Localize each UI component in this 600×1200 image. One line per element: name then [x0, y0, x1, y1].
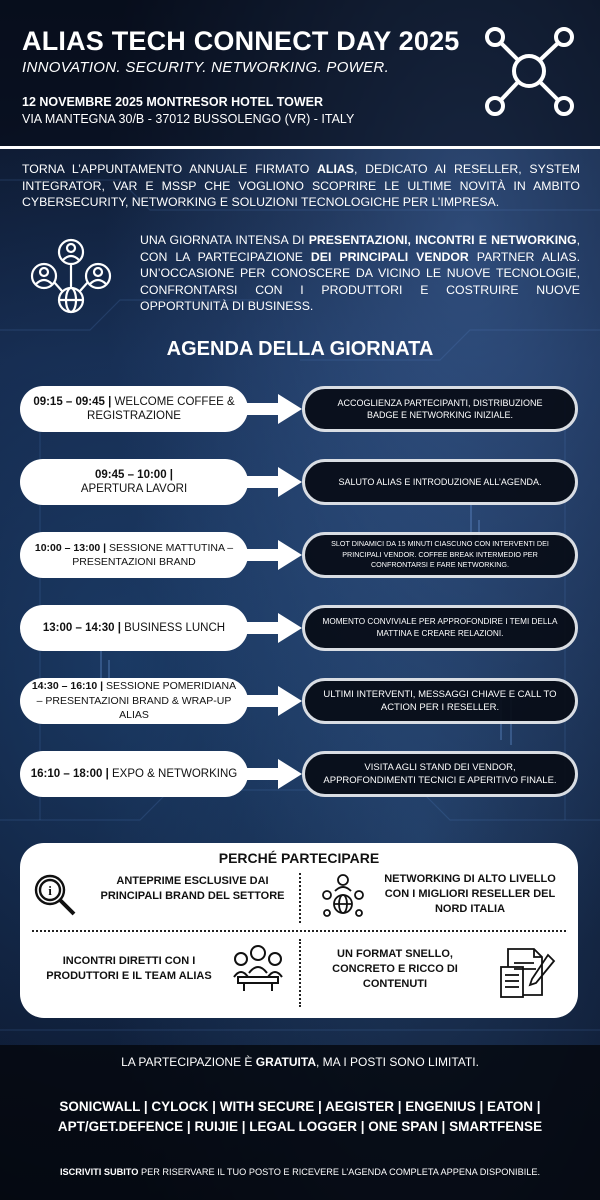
free-text-a: LA PARTECIPAZIONE È: [121, 1055, 256, 1069]
agenda-time-pill: 09:45 – 10:00 | APERTURA LAVORI: [20, 459, 248, 505]
agenda-time-pill: 14:30 – 16:10 | SESSIONE POMERIDIANA – PRESENTAZIONI BRAND & WRAP-UP ALIAS: [20, 678, 248, 724]
documents-icon: [498, 947, 558, 999]
agenda-description: VISITA AGLI STAND DEI VENDOR, APPROFONDIMENTI TECNICI E APERITIVO FINALE.: [302, 751, 578, 797]
vendor-list: [0, 1097, 600, 1137]
agenda-item: [0, 459, 600, 509]
free-participation-note: [0, 1055, 600, 1069]
intro-text-rest: , DEDICATO AI RESELLER, SYSTEM INTEGRATOR, VAR E MSSP CHE VOGLIONO SCOPRIRE LE ULTIME NOVITÀ IN AMBITO CYBERSECURITY, NETWORKING E SOLUZIONI TECNOLOGICHE PER L’IMPRESA.: [22, 162, 580, 209]
agenda-title: AGENDA DELLA GIORNATA: [166, 338, 434, 360]
why-item-meetings: INCONTRI DIRETTI CON I PRODUTTORI E IL TEAM ALIAS: [46, 955, 212, 982]
intro2-text-c: , CON LA PARTECIPAZIONE: [140, 233, 580, 264]
header-divider: [0, 146, 600, 149]
agenda-label: WELCOME COFFEE & REGISTRAZIONE: [87, 395, 235, 422]
agenda-time-pill: 13:00 – 14:30 | BUSINESS LUNCH: [20, 605, 248, 651]
arrow-right-icon: [246, 759, 302, 789]
intro2-text-a: UNA GIORNATA INTENSA DI: [140, 233, 309, 247]
arrow-right-icon: [246, 540, 302, 570]
call-to-action: [0, 1167, 600, 1177]
why-item-previews: ANTEPRIME ESCLUSIVE DAI PRINCIPALI BRAND DEL SETTORE: [100, 875, 285, 902]
agenda-time: 09:15 – 09:45: [33, 395, 109, 408]
agenda-item: [0, 751, 600, 801]
agenda-label: SESSIONE MATTUTINA – PRESENTAZIONI BRAND: [72, 541, 234, 568]
people-network-icon: [30, 238, 112, 316]
network-nodes-icon: [482, 24, 577, 119]
agenda-item: [0, 605, 600, 655]
vendor-line: SONICWALL | CYLOCK | WITH SECURE | AEGISTER | ENGENIUS | EATON |: [59, 1099, 541, 1114]
event-title: ALIAS TECH CONNECT DAY 2025: [22, 26, 460, 56]
agenda-time: 14:30 – 16:10: [31, 680, 101, 693]
meeting-icon: [230, 943, 286, 993]
agenda-description: SLOT DINAMICI DA 15 MINUTI CIASCUNO CON INTERVENTI DEI PRINCIPALI VENDOR. COFFEE BREAK INTERMEDIO PER CONFRONTARSI E FARE NETWORKING.: [302, 532, 578, 578]
agenda-item: [0, 678, 600, 728]
agenda-label: SESSIONE POMERIDIANA – PRESENTAZIONI BRAND & WRAP-UP ALIAS: [36, 680, 237, 722]
vertical-divider: [299, 873, 301, 923]
intro-text: TORNA L’APPUNTAMENTO ANNUALE FIRMATO: [22, 162, 318, 176]
event-date-venue: 12 NOVEMBRE 2025 MONTRESOR HOTEL TOWER: [22, 95, 323, 109]
agenda-description: SALUTO ALIAS E INTRODUZIONE ALL’AGENDA.: [302, 459, 578, 505]
vendor-line: APT/GET.DEFENCE | RUIJIE | LEGAL LOGGER | ONE SPAN | SMARTFENSE: [57, 1119, 543, 1134]
intro-brand: ALIAS: [317, 162, 354, 176]
event-tagline: INNOVATION. SECURITY. NETWORKING. POWER.: [22, 59, 390, 76]
agenda-description: ULTIMI INTERVENTI, MESSAGGI CHIAVE E CALL TO ACTION PER I RESELLER.: [302, 678, 578, 724]
horizontal-divider: [32, 930, 566, 932]
free-highlight: GRATUITA: [255, 1055, 316, 1069]
why-title: PERCHÉ PARTECIPARE: [218, 850, 380, 866]
agenda-time: 10:00 – 13:00: [34, 541, 104, 554]
intro2-highlight-a: PRESENTAZIONI, INCONTRI E NETWORKING: [308, 233, 577, 247]
group-globe-icon: [320, 871, 366, 919]
agenda-time-pill: 09:15 – 09:45 | WELCOME COFFEE & REGISTRAZIONE: [20, 386, 248, 432]
arrow-right-icon: [246, 686, 302, 716]
why-item-networking: NETWORKING DI ALTO LIVELLO CON I MIGLIORI RESELLER DEL NORD ITALIA: [384, 873, 556, 915]
arrow-right-icon: [246, 467, 302, 497]
intro-paragraph-2: [140, 232, 580, 315]
agenda-time: 16:10 – 18:00: [30, 767, 106, 780]
search-info-icon: [32, 873, 78, 917]
agenda-item: [0, 532, 600, 582]
intro2-highlight-b: DEI PRINCIPALI VENDOR: [310, 249, 469, 264]
intro-paragraph: [22, 161, 580, 211]
agenda-description: ACCOGLIENZA PARTECIPANTI, DISTRIBUZIONE BADGE E NETWORKING INIZIALE.: [302, 386, 578, 432]
agenda-label: APERTURA LAVORI: [80, 483, 188, 495]
agenda-label: EXPO & NETWORKING: [108, 767, 238, 780]
event-address: VIA MANTEGNA 30/B - 37012 BUSSOLENGO (VR) - ITALY: [22, 112, 355, 126]
svg-text:i: i: [48, 883, 52, 898]
why-participate-card: [20, 843, 578, 1018]
free-text-c: , MA I POSTI SONO LIMITATI.: [316, 1055, 479, 1069]
cta-highlight: ISCRIVITI SUBITO: [59, 1167, 139, 1177]
agenda-time-pill: 10:00 – 13:00 | SESSIONE MATTUTINA – PRESENTAZIONI BRAND: [20, 532, 248, 578]
agenda-label: BUSINESS LUNCH: [120, 621, 226, 634]
intro2-text-e: PARTNER ALIAS. UN’OCCASIONE PER CONOSCERE DA VICINO LE NUOVE TECNOLOGIE, CONFRONTARSI CON I PRODUTTORI E COSTRUIRE NUOVE OPPORTUNITÀ DI BUSINESS.: [140, 249, 580, 313]
agenda-description: MOMENTO CONVIVIALE PER APPROFONDIRE I TEMI DELLA MATTINA E CREARE RELAZIONI.: [302, 605, 578, 651]
vertical-divider: [299, 939, 301, 1007]
agenda-time-pill: 16:10 – 18:00 | EXPO & NETWORKING: [20, 751, 248, 797]
agenda-time: 09:45 – 10:00: [94, 468, 170, 481]
agenda-time: 13:00 – 14:30: [42, 621, 118, 634]
arrow-right-icon: [246, 613, 302, 643]
why-item-format: UN FORMAT SNELLO, CONCRETO E RICCO DI CONTENUTI: [332, 948, 458, 990]
agenda-item: [0, 386, 600, 436]
cta-text: PER RISERVARE IL TUO POSTO E RICEVERE L’AGENDA COMPLETA APPENA DISPONIBILE.: [138, 1167, 541, 1177]
arrow-right-icon: [246, 394, 302, 424]
